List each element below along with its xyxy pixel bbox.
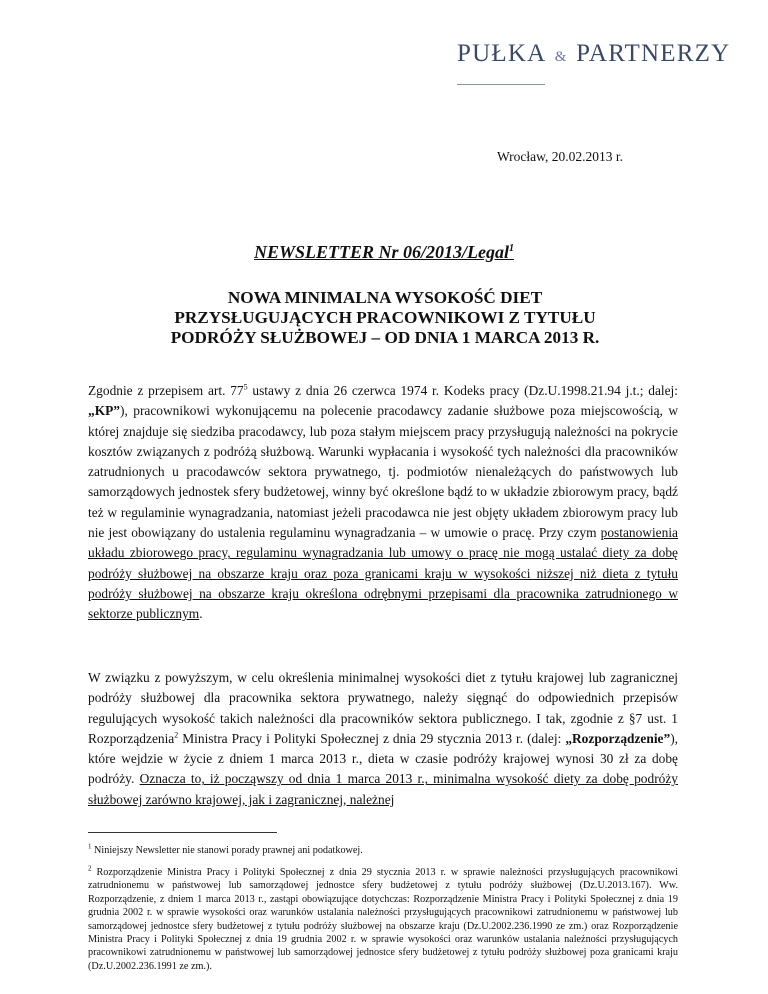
paragraph-1-underlined: postanowienia układu zbiorowego pracy, regulaminu wynagradzania lub umowy o pracę nie mogą ustalać diety za dobę podróży służbowej na obszarze kraju oraz poza granicami kraju w wysokości niższej niż dieta z tytułu podróży służbowej na obszarze kraju określona odrębnymi przepisami dla pracownika zatrudnionego w sektorze publicznym: [88, 525, 678, 622]
paragraph-2-underlined: Oznacza to, iż począwszy od dnia 1 marca 2013 r., minimalna wysokość diety za dobę podróży służbowej zarówno krajowej, jak i zagranicznej, należnej: [88, 771, 678, 807]
paragraph-2-text-b: Ministra Pracy i Polityki Społecznej z dnia 29 stycznia 2013 r. (dalej:: [178, 730, 566, 746]
headline-line-2: PRZYSŁUGUJĄCYCH PRACOWNIKOWI Z TYTUŁU: [174, 308, 596, 327]
footnote-1: [88, 844, 678, 857]
newsletter-title-text: NEWSLETTER Nr 06/2013/Legal: [253, 242, 509, 262]
article-superscript: 5: [243, 382, 248, 392]
paragraph-1: [88, 381, 678, 625]
headline-line-3: PODRÓŻY SŁUŻBOWEJ – OD DNIA 1 MARCA 2013 R.: [170, 328, 600, 347]
paragraph-1-text-b: ustawy z dnia 26 czerwca 1974 r. Kodeks pracy (Dz.U.1998.21.94 j.t.; dalej:: [247, 383, 678, 398]
footnote-1-text: Niniejszy Newsletter nie stanowi porady prawnej ani podatkowej.: [91, 845, 363, 856]
headline-line-1: NOWA MINIMALNA WYSOKOŚĆ DIET: [227, 288, 543, 307]
brand-ampersand: &: [554, 49, 568, 65]
document-headline: [140, 288, 630, 348]
brand-name-first: PUŁKA: [457, 40, 547, 67]
footnote-ref-2: 2: [174, 730, 179, 740]
document-date: Wrocław, 20.02.2013 r.: [496, 149, 623, 164]
brand-divider: [457, 84, 545, 85]
footnote-1-mark: 1: [88, 842, 92, 851]
paragraph-1-text-c: ), pracownikowi wykonującemu na polecenie pracodawcy zadanie służbowe poza miejscowością, w której znajduje się siedziba pracodawcy, lub poza stałym miejscem pracy przysługują należności na pokrycie kosztów związanych z podróżą służbową. Warunki wypłacania i wysokość tych należności dla pracowników zatrudnionych u pracodawców sektora prywatnego, tj. podmiotów nienależących do państwowych lub samorządowych jednostek sfery budżetowej, winny być określone bądź to w układzie zbiorowym pracy, bądź też w regulaminie wynagradzania, natomiast jeżeli pracodawca nie jest objęty układem zbiorowym pracy lub nie jest obowiązany do ustalenia regulaminu wynagradzania – w umowie o pracę. Przy czym: [88, 403, 678, 541]
footnote-2-mark: 2: [88, 864, 92, 873]
footnote-2: [88, 866, 678, 973]
paragraph-1-end: .: [199, 606, 203, 622]
paragraph-2: [88, 668, 678, 810]
paragraph-2-text-a: W związku z powyższym, w celu określenia minimalnej wysokości diet z tytułu krajowej lub zagranicznej podróży służbowej dla pracownika sektora prywatnego, należy sięgnąć do odpowiednich przepisów regulujących wysokość takich należności dla pracowników sektora publicznego. I tak, zgodnie z §7 ust. 1 Rozporządzenia: [88, 670, 678, 746]
footnote-separator: [88, 832, 277, 833]
rozporzadzenie-definition: „Rozporządzenie”: [565, 730, 671, 746]
brand-logo: [457, 40, 757, 68]
paragraph-2-text-c: ), które wejdzie w życie z dniem 1 marca 2013 r., dieta w czasie podróży krajowej wynosi 30 zł za dobę podróży.: [88, 730, 678, 787]
brand-name-second: PARTNERZY: [576, 40, 731, 67]
footnote-2-text: Rozporządzenie Ministra Pracy i Polityki Społecznej z dnia 29 stycznia 2013 r. w sprawie należności przysługujących pracownikowi zatrudnionemu w państwowej lub samorządowej jednostce sfery budżetowej z tytułu podróży służbowej (Dz.U.2013.167). Ww. Rozporządzenie, z dniem 1 marca 2013 r., zastąpi obowiązujące dotychczas: Rozporządzenie Ministra Pracy i Polityki Społecznej z dnia 19 grudnia 2002 r. w sprawie wysokości oraz warunków ustalania należności przysługujących pracownikowi zatrudnionemu w państwowej lub samorządowej jednostce sfery budżetowej z tytułu podróży służbowej na obszarze kraju (Dz.U.2002.236.1990 ze zm.) oraz Rozporządzenie Ministra Pracy i Polityki Społecznej z dnia 19 grudnia 2002 r. w sprawie wysokości oraz warunków ustalania należności przysługujących pracownikowi zatrudnionemu w państwowej lub samorządowej jednostce sfery budżetowej z tytułu podróży służbowej poza granicami kraju (Dz.U.2002.236.1991 ze zm.).: [88, 867, 678, 972]
kp-definition: „KP”: [88, 403, 120, 419]
paragraph-1-text-a: Zgodnie z przepisem art. 77: [88, 383, 244, 398]
footnote-ref-1: 1: [509, 243, 514, 254]
newsletter-title: [0, 242, 768, 263]
